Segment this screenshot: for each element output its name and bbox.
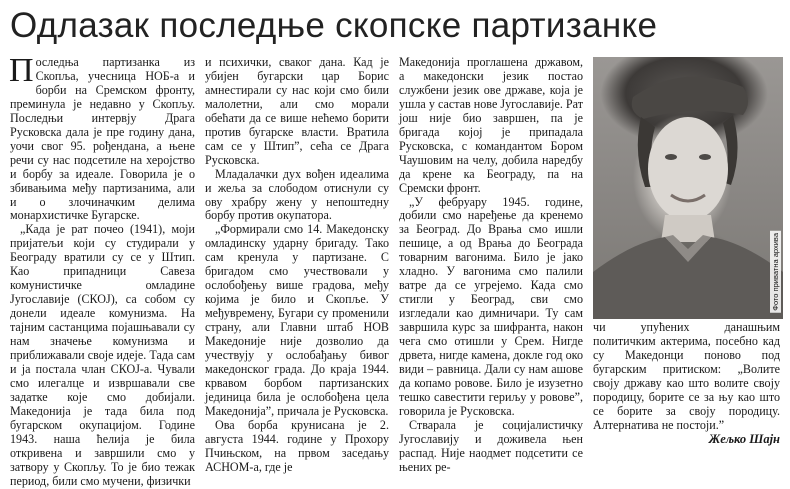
article-column-4 xyxy=(593,321,780,447)
paragraph: и психички, сваког дана. Кад је убијен бугарски цар Борис амнестирали су нас који смо били малолетни, али смо морали обећати да се више нећемо борити против бугарске власти. Вратила сам се у Штип”, сећа се Драга Русковска. xyxy=(205,55,389,167)
paragraph: чи упућених данашњим политичким актерима, посебно кад су Македонци поново под бугарским притиском: „Волите своју државу као што волите своју породицу, борите се за њу као што се борите за своју породицу. Алтернатива не постоји.” xyxy=(593,320,780,432)
paragraph: Стварала је социјалистичку Југославију и доживела њен распад. Није наодмет подсетити се њених ре- xyxy=(399,417,583,474)
paragraph xyxy=(9,52,195,223)
author-byline: Жељко Шајн xyxy=(708,431,780,446)
article-column-2 xyxy=(205,56,389,475)
portrait-photo xyxy=(593,57,783,319)
article-column-1 xyxy=(9,52,195,489)
portrait-illustration xyxy=(593,57,783,319)
paragraph: „Формирали смо 14. Македонску омладинску ударну бригаду. Тако сам кренула у партизане. С бригадом смо учествовали у ослобођењу више градова, међу којима је било и Скопље. У међувремену, Бугари су променили страну, али Главни штаб НОВ Македоније није дозволио да учествују у ослобађању бивог македонског града. До краја 1944. крвавом борбом партизанских јединица била је ослобођена цела Македонија”, причала је Русковска. xyxy=(205,222,389,418)
paragraph-text: оследња партизанка из Скопља, учесница НОБ-а и борби на Сремском фронту, преминула је недавно у Скопљу. Последњи интервју Драга Русковска дала је пре годину дана, уочи свог 95. рођендана, а њене речи су нас подсетиле на херојство и борбу за идеале. Говорила је о збивањима међу партизанима, али и о злочиначким делима монархистичке Бугарске. xyxy=(10,55,195,223)
photo-credit: Фото приватна архива xyxy=(771,233,780,311)
paragraph: „У фебруару 1945. године, добили смо наређење да кренемо за Београд. До Врања смо ишли пешице, а од Врања до Београда товарним вагонима. Било је јако хладно. У вагонима смо палили ватре да се угрејемо. Када смо стигли у Београд, сви смо изгледали као димничари. Ту сам завршила курс за шифранта, након чега смо отишли у Срем. Нигде дрвета, нигде камена, докле год око види – равница. Дали су нам ашове да копамо ровове. Било је изузетно тешко савестити гериљу у рововe”, говорила је Русковска. xyxy=(399,194,583,418)
drop-cap: П xyxy=(9,52,34,89)
paragraph: Македонија проглашена државом, а македонски језик постао службени језик ове државе, која је ушла у састав нове Југославије. Рат још није био завршен, па је бригада којој је припадала Русковска, с командантом Бором Чаушовим на челу, добила наредбу да крене ка Београду, па на Сремски фронт. xyxy=(399,55,583,195)
paragraph: Ова борба крунисана је 2. августа 1944. године у Прохору Пчињском, на првом заседању АСНОМ-а, где је xyxy=(205,417,389,474)
paragraph: „Када је рат почео (1941), моји пријатељи који су студирали у Београду вратили су се у Штип. Као припадници Савеза комунистичке омладине Југославије (СКОЈ), са собом су донели идеале комунизма. На тајним састанцима појашњавали су нам значење комунизма и приближавали своје идеје. Тада сам и ја постала члан СКОЈ-а. Чували смо илегалце и извршавали све задатке које смо добијали. Македонија је тада била под бугарском окупацијом. Године 1943. наша ћелија је била откривена и завршили смо у затвору у Скопљу. То је био тежак период, били смо мучени, физички xyxy=(10,222,195,488)
paragraph: Младалачки дух вођен идеалима и жеља за слободом отиснули су ову храбру жену у непоштедну борбу против окупатора. xyxy=(205,166,389,223)
article-column-3 xyxy=(399,56,583,475)
article-headline: Одлазак последње скопске партизанке xyxy=(10,6,658,45)
